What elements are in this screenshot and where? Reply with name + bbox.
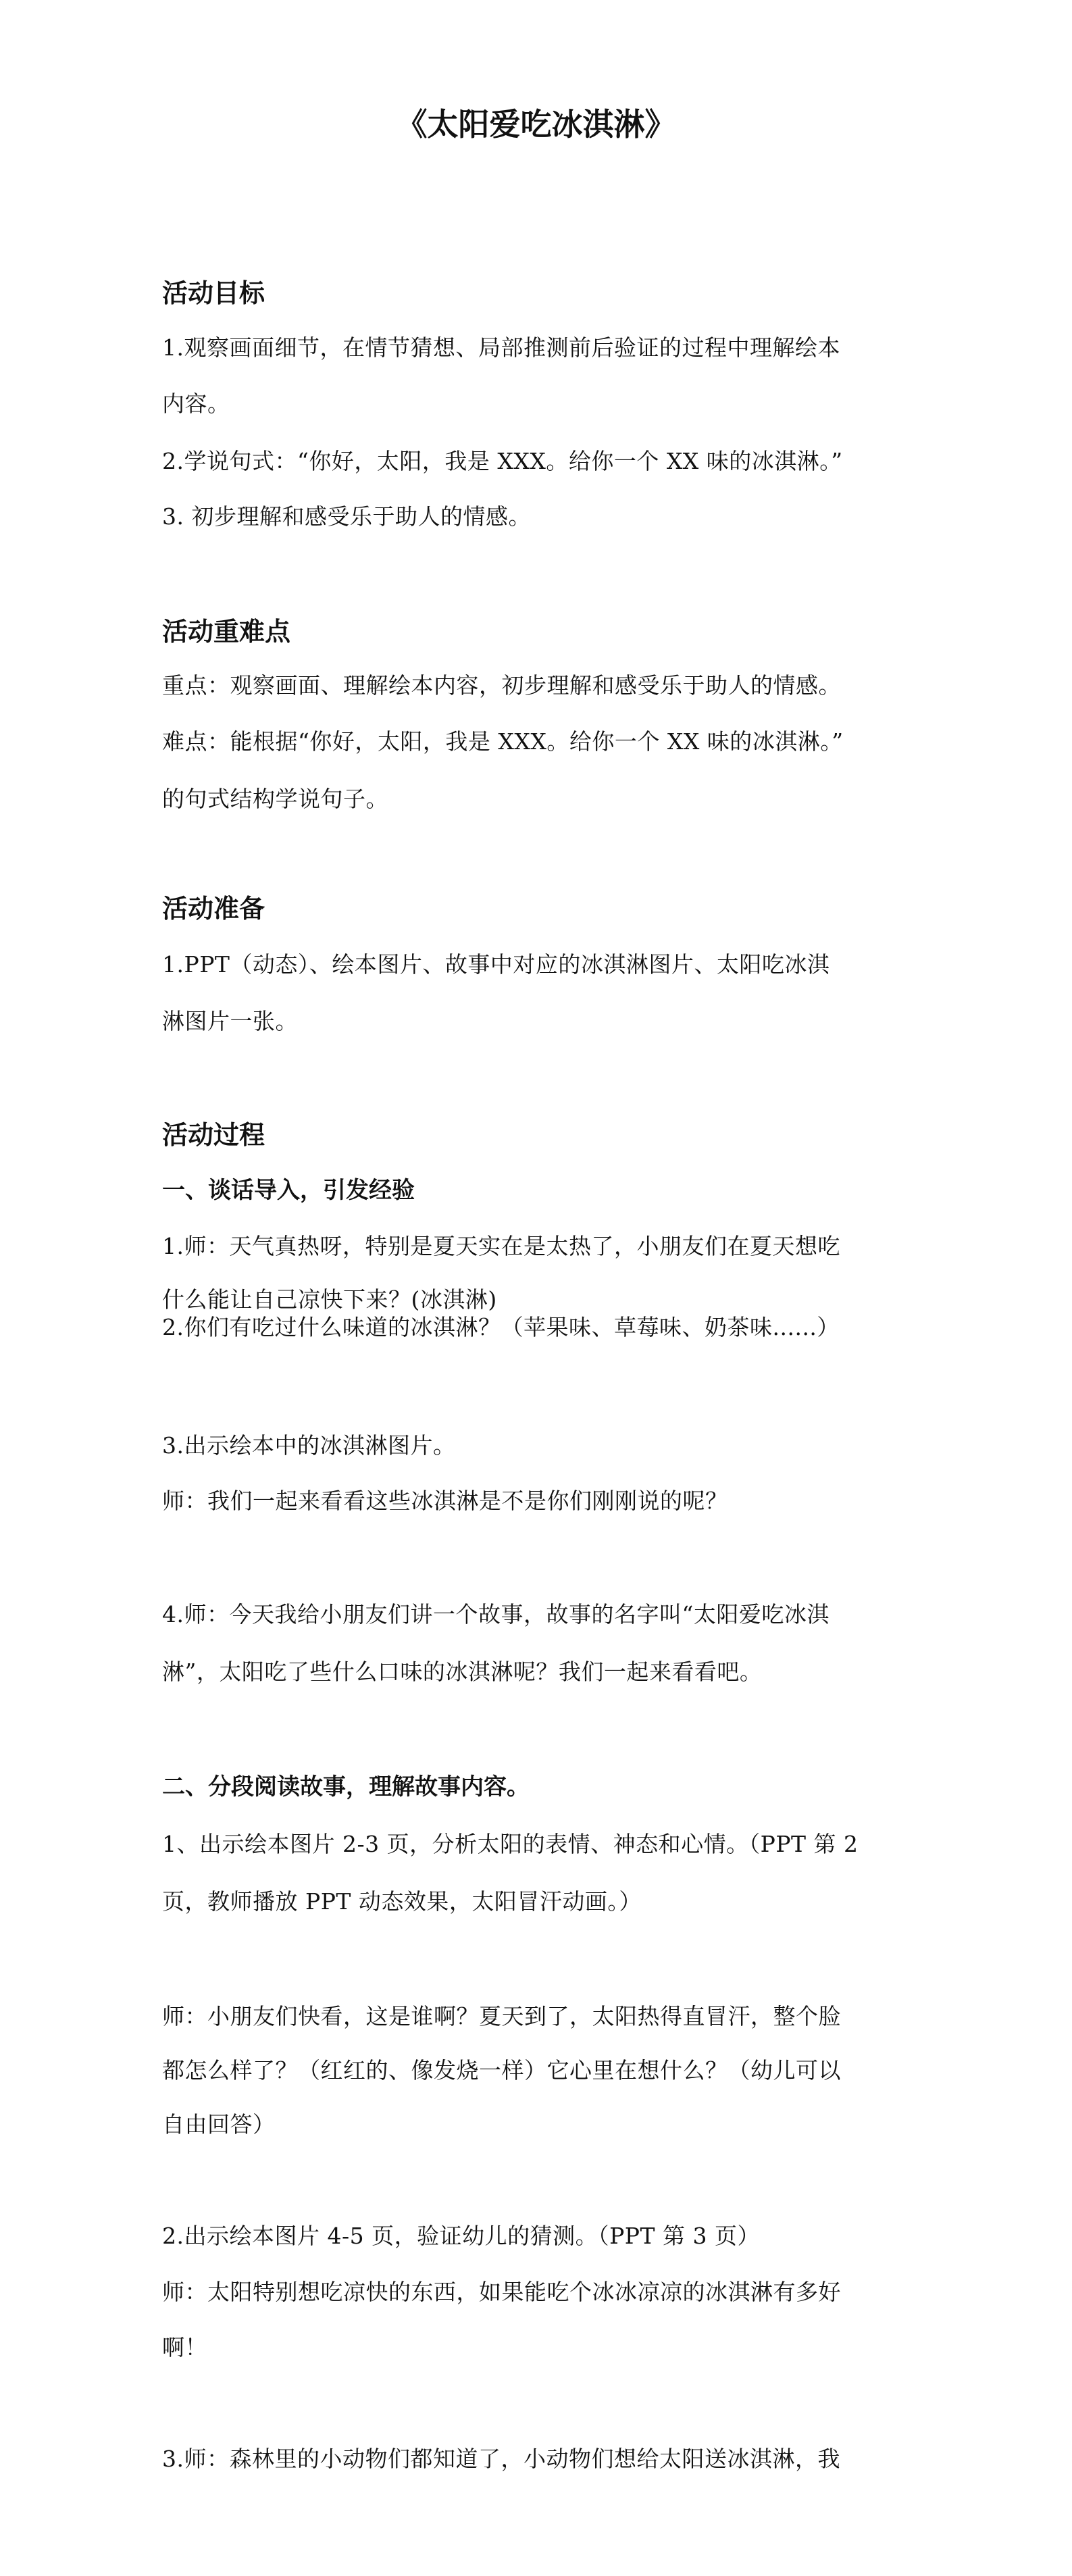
preparation-line: 1.PPT（动态）、绘本图片、故事中对应的冰淇淋图片、太阳吃冰淇 (162, 951, 830, 978)
goals-line: 内容。 (162, 390, 230, 417)
key-points-line: 重点：观察画面、理解绘本内容，初步理解和感受乐于助人的情感。 (162, 672, 841, 699)
section-heading-key-points: 活动重难点 (162, 617, 291, 647)
process-line: 页，教师播放 PPT 动态效果，太阳冒汗动画。） (162, 1888, 642, 1915)
process-line: 什么能让自己凉快下来？(冰淇淋) (162, 1286, 497, 1313)
process-line: 3.出示绘本中的冰淇淋图片。 (162, 1432, 456, 1459)
section-heading-preparation: 活动准备 (162, 894, 265, 924)
key-points-line: 难点：能根据“你好，太阳，我是 XXX。给你一个 XX 味的冰淇淋。” (162, 728, 844, 755)
process-line: 师：我们一起来看看这些冰淇淋是不是你们刚刚说的呢？ (162, 1488, 728, 1514)
goals-line: 3. 初步理解和感受乐于助人的情感。 (162, 503, 531, 530)
key-points-line: 的句式结构学说句子。 (162, 786, 388, 812)
process-line: 2.出示绘本图片 4-5 页，验证幼儿的猜测。（PPT 第 3 页） (162, 2223, 760, 2249)
section-heading-goals: 活动目标 (162, 278, 265, 308)
process-line: 淋”，太阳吃了些什么口味的冰淇淋呢？我们一起来看看吧。 (162, 1659, 763, 1685)
process-line: 啊！ (162, 2334, 207, 2360)
process-part2-heading: 二、分段阅读故事，理解故事内容。 (162, 1773, 530, 1800)
goals-line: 1.观察画面细节，在情节猜想、局部推测前后验证的过程中理解绘本 (162, 334, 840, 361)
process-line: 都怎么样了？（红红的、像发烧一样）它心里在想什么？（幼儿可以 (162, 2057, 841, 2083)
process-part1-heading: 一、谈话导入，引发经验 (162, 1177, 415, 1204)
section-heading-process: 活动过程 (162, 1120, 265, 1150)
process-line: 自由回答） (162, 2111, 276, 2138)
process-line: 师：小朋友们快看，这是谁啊？夏天到了，太阳热得直冒汗，整个脸 (162, 2003, 841, 2029)
process-line: 2.你们有吃过什么味道的冰淇淋？（苹果味、草莓味、奶茶味......） (162, 1314, 840, 1340)
process-line: 4.师：今天我给小朋友们讲一个故事，故事的名字叫“太阳爱吃冰淇 (162, 1601, 829, 1627)
process-line: 1.师：天气真热呀，特别是夏天实在是太热了，小朋友们在夏天想吃 (162, 1233, 840, 1259)
process-line: 1、出示绘本图片 2-3 页，分析太阳的表情、神态和心情。（PPT 第 2 (162, 1831, 859, 1857)
document-title: 《太阳爱吃冰淇淋》 (396, 106, 676, 143)
preparation-line: 淋图片一张。 (162, 1008, 298, 1034)
process-line: 3.师：森林里的小动物们都知道了，小动物们想给太阳送冰淇淋，我 (162, 2446, 840, 2472)
process-line: 师：太阳特别想吃凉快的东西，如果能吃个冰冰凉凉的冰淇淋有多好 (162, 2279, 841, 2305)
goals-line: 2.学说句式：“你好，太阳，我是 XXX。给你一个 XX 味的冰淇淋。” (162, 448, 843, 474)
